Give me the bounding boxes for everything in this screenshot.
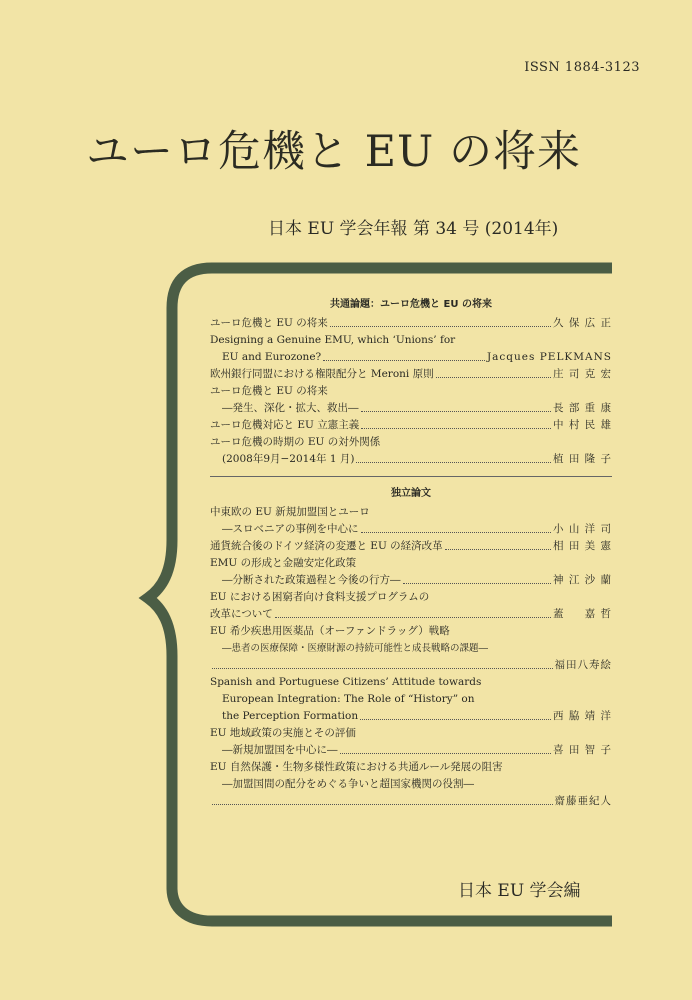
- toc-entry: ユーロ危機と EU の将来 久 保 広 正: [210, 317, 612, 329]
- toc-entry: 通貨統合後のドイツ経済の変遷と EU の経済改革 相 田 美 憲: [210, 540, 612, 552]
- toc-entry: 改革について 蓋 嘉 哲: [210, 608, 612, 620]
- toc-entry-title: Designing a Genuine EMU, which ‘Unions’ for: [210, 334, 456, 346]
- toc-entry-subtitle: ―加盟国間の配分をめぐる争いと超国家機関の役割―: [222, 778, 474, 790]
- toc-entry: 福田八寿絵: [210, 657, 612, 674]
- toc-entry: 齋藤亜紀人: [210, 793, 612, 810]
- table-of-contents: [210, 296, 612, 810]
- section-divider: [210, 476, 612, 477]
- toc-entry: ―分断された政策過程と今後の行方― 神 江 沙 蘭: [222, 574, 612, 586]
- toc-entry-title: Spanish and Portuguese Citizens’ Attitude towards: [210, 676, 482, 688]
- book-subtitle: 日本 EU 学会年報 第 34 号 (2014年): [268, 219, 559, 239]
- toc-entry: ―新規加盟国を中心に― 喜 田 智 子: [222, 744, 612, 756]
- toc-entry-title: EU 自然保護・生物多様性政策における共通ルール発展の阻害: [210, 761, 503, 773]
- publisher-name: 日本 EU 学会編: [458, 881, 581, 901]
- toc-entry-title: ユーロ危機と EU の将来: [210, 385, 328, 397]
- toc-entry: ―スロベニアの事例を中心に 小 山 洋 司: [222, 523, 612, 535]
- toc-entry-title: European Integration: The Role of “History” on: [222, 693, 475, 705]
- toc-entry-title: ユーロ危機の時期の EU の対外関係: [210, 436, 381, 448]
- toc-entry: EU and Eurozone? Jacques PELKMANS: [222, 351, 612, 363]
- toc-entry: ―発生、深化・拡大、救出― 長 部 重 康: [222, 402, 612, 414]
- toc-entry-subtitle: ―患者の医療保障・医療財源の持続可能性と成長戦略の課題―: [222, 643, 489, 654]
- toc-entry: 欧州銀行同盟における権限配分と Meroni 原則 庄 司 克 宏: [210, 368, 612, 380]
- toc-entry-title: EMU の形成と金融安定化政策: [210, 557, 357, 569]
- toc-entry-title: EU 希少疾患用医薬品（オーファンドラッグ）戦略: [210, 625, 450, 637]
- toc-entry: ユーロ危機対応と EU 立憲主義 中 村 民 雄: [210, 419, 612, 431]
- toc-entry: (2008年9月−2014年 1 月) 植 田 隆 子: [222, 453, 612, 465]
- issn-number: ISSN 1884-3123: [524, 60, 640, 75]
- book-title: ユーロ危機と EU の将来: [86, 127, 581, 177]
- section-heading-common-theme: 共通論題：ユーロ危機と EU の将来: [330, 299, 492, 310]
- toc-entry-title: EU 地域政策の実施とその評価: [210, 727, 356, 739]
- toc-entry: the Perception Formation 西 脇 靖 洋: [222, 710, 612, 722]
- toc-entry-title: 中東欧の EU 新規加盟国とユーロ: [210, 506, 370, 518]
- section-heading-independent-papers: 独立論文: [391, 488, 431, 499]
- toc-entry-title: EU における困窮者向け食料支援プログラムの: [210, 591, 430, 603]
